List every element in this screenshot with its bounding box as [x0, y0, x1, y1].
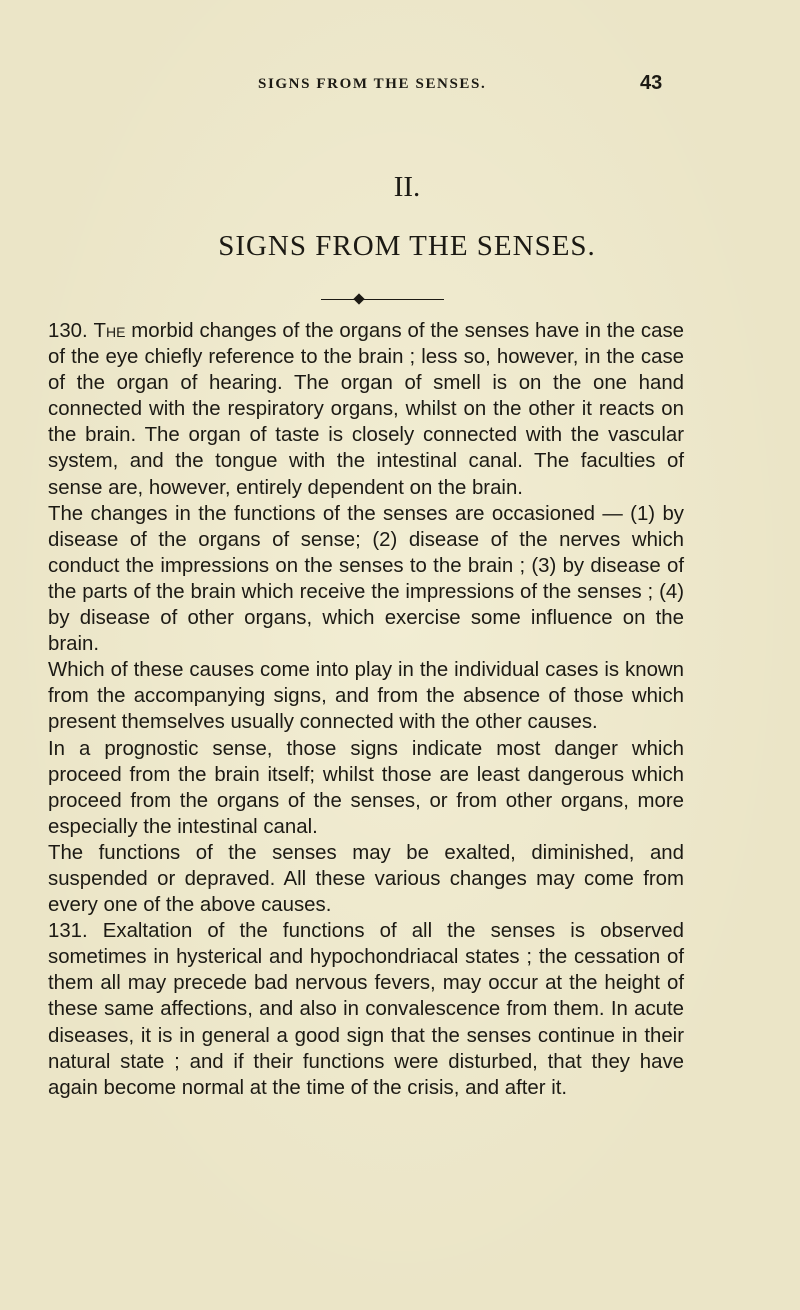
section-number-130: 130. [48, 320, 88, 342]
ornamental-divider [321, 294, 444, 304]
paragraph-130-text: morbid changes of the organs of the senses have in the case of the eye chiefly reference to the brain ; less so, however, in the case of the organ of hearing. The organ of smell is on the one hand connected with the respiratory organs, whilst on the other it reacts on the brain. The organ of taste is closely connected with the vascular system, and the tongue with the intestinal canal. The faculties of sense are, however, entirely dependent on the brain. [48, 320, 685, 499]
diamond-ornament-icon [353, 293, 364, 304]
paragraph-which-causes: Which of these causes come into play in the individual cases is known from the accompanying signs, and from the absence of those which present themselves usually connected with the other causes. [48, 659, 684, 734]
paragraph-131: 131. Exaltation of the functions of all the senses is observed sometimes in hysterical and hypochondriacal states ; the cessation of them all may precede bad nervous fevers, may occur at the height of these same affections, and also in convalescence from them. In acute diseases, it is in general a good sign that the senses continue in their natural state ; and if their functions were disturbed, that they have again become normal at the time of the crisis, and after it. [48, 920, 684, 1099]
paragraph-130 [48, 318, 684, 501]
divider-line [321, 299, 444, 300]
body-text [48, 318, 684, 1101]
running-head: SIGNS FROM THE SENSES. [258, 76, 487, 92]
paragraph-causes: The changes in the functions of the senses are occasioned — (1) by disease of the organs of sense; (2) disease of the nerves which conduct the impressions on the senses to the brain ; (3) by disease of the parts of the brain which receive the impressions of the senses ; (4) by disease of other organs, which exercise some influence on the brain. [48, 502, 684, 656]
chapter-title: SIGNS FROM THE SENSES. [218, 230, 596, 262]
chapter-numeral: II. [393, 171, 421, 203]
paragraph-functions: The functions of the senses may be exalted, diminished, and suspended or depraved. All these various changes may come from every one of the above causes. [48, 841, 684, 917]
lead-word: The [93, 320, 126, 342]
paragraph-prognostic: In a prognostic sense, those signs indicate most danger which proceed from the brain itself; whilst those are least dangerous which proceed from the organs of the senses, or from other organs, more especially the intestinal canal. [48, 737, 684, 838]
page-number: 43 [640, 72, 663, 94]
